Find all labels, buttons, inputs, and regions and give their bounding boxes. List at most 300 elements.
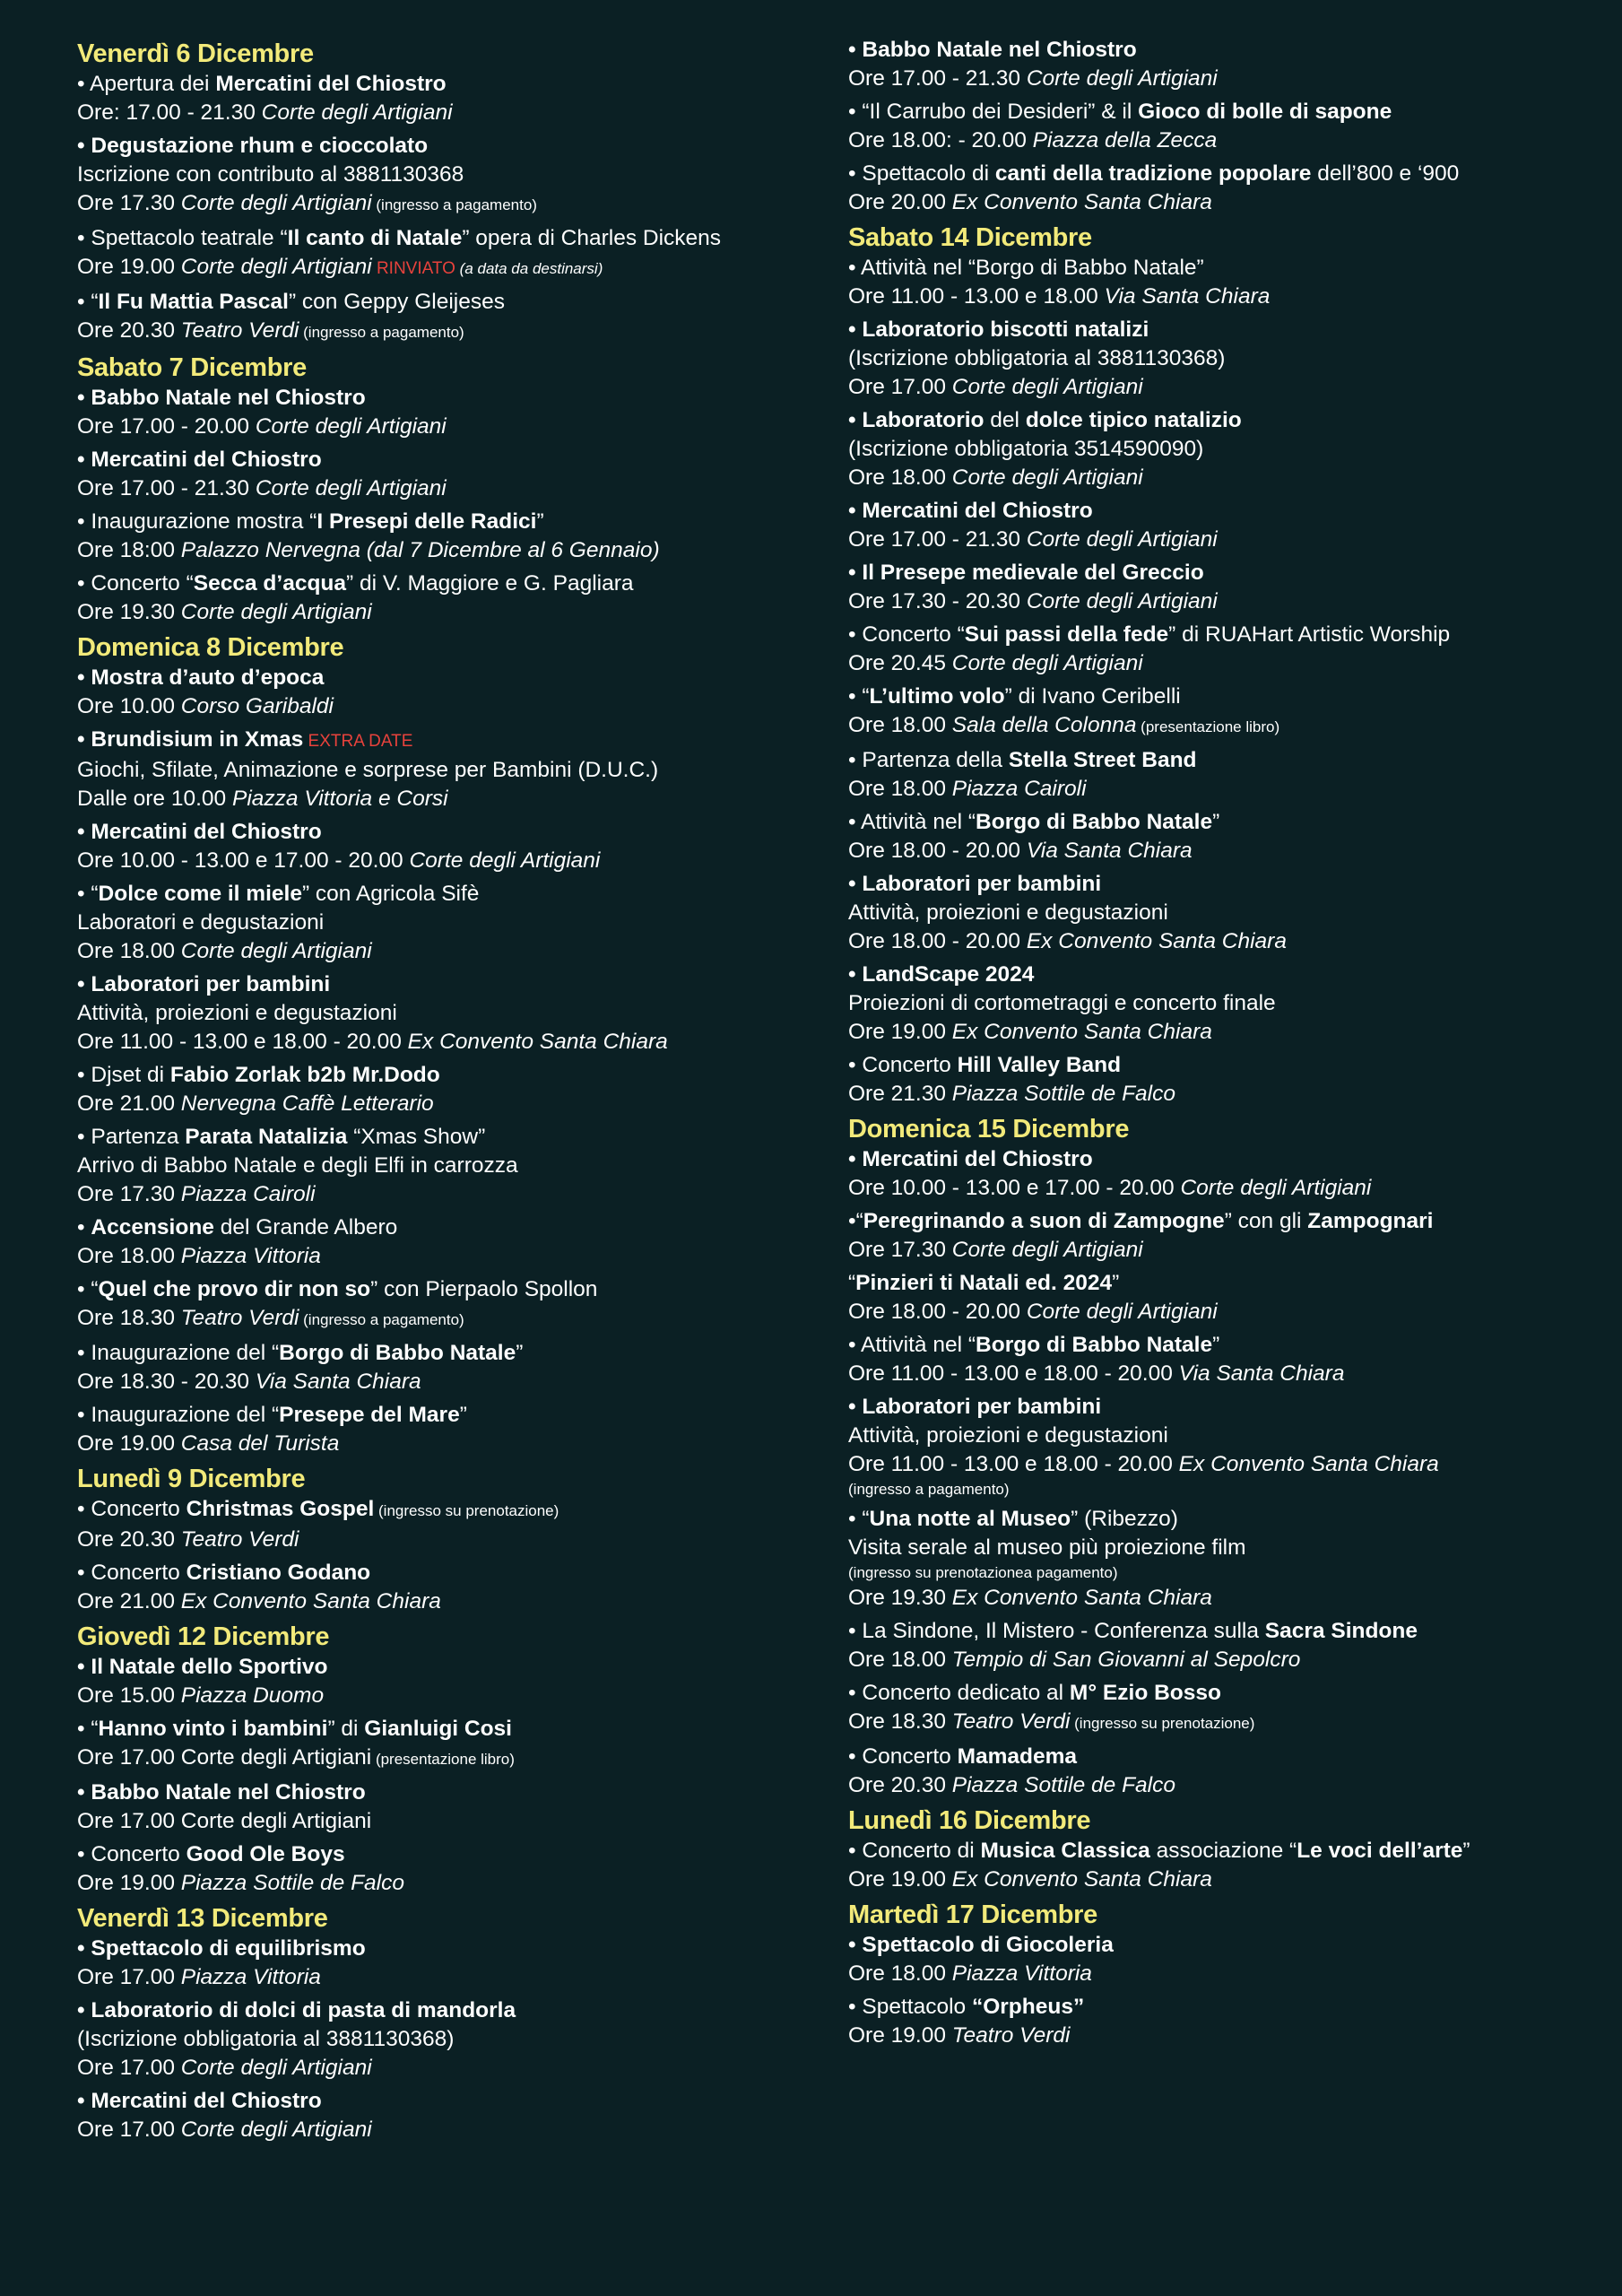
event-line bbox=[848, 870, 1583, 899]
event-item bbox=[77, 508, 830, 565]
event-text: Corte degli Artigiani bbox=[255, 476, 447, 500]
event-line bbox=[848, 126, 1583, 155]
event-text: Ex Convento Santa Chiara bbox=[1026, 929, 1287, 953]
event-text: • Brundisium in Xmas bbox=[77, 727, 304, 752]
event-text: Corte degli Artigiani bbox=[951, 375, 1143, 399]
event-line bbox=[848, 1960, 1583, 1988]
event-line bbox=[848, 1207, 1583, 1236]
event-item bbox=[77, 1275, 830, 1335]
event-text: Ore 19.00 bbox=[77, 1871, 181, 1895]
event-text: Corte degli Artigiani bbox=[951, 651, 1143, 675]
event-text: Corte degli Artigiani bbox=[1026, 589, 1218, 613]
event-text: Proiezioni di cortometraggi e concerto finale bbox=[848, 991, 1276, 1015]
event-item bbox=[848, 1837, 1583, 1894]
event-item bbox=[848, 559, 1583, 616]
event-text: • Mercatini del Chiostro bbox=[848, 499, 1093, 523]
event-line bbox=[77, 1807, 830, 1836]
event-text: • Concerto bbox=[77, 1842, 186, 1866]
event-text: Hanno vinto i bambini bbox=[98, 1717, 328, 1741]
event-text: (Iscrizione obbligatoria al 3881130368) bbox=[77, 2027, 455, 2051]
event-line bbox=[848, 1562, 1583, 1584]
event-line bbox=[77, 570, 830, 598]
event-text: Borgo di Babbo Natale bbox=[976, 810, 1213, 834]
event-text: Il canto di Natale bbox=[287, 226, 463, 250]
event-text: Hill Valley Band bbox=[957, 1053, 1122, 1077]
event-line bbox=[77, 1123, 830, 1152]
event-text: Ore 17.30 - 20.30 bbox=[848, 589, 1027, 613]
event-item bbox=[848, 1617, 1583, 1674]
event-text: Quel che provo dir non so bbox=[98, 1277, 371, 1301]
event-text: • Il Presepe medievale del Greccio bbox=[848, 561, 1204, 585]
event-text: Corte degli Artigiani bbox=[951, 1238, 1143, 1262]
event-line bbox=[848, 283, 1583, 311]
event-text: Ore 10.00 bbox=[77, 694, 181, 718]
event-text: • Spettacolo di bbox=[848, 161, 995, 186]
day-heading: Sabato 7 Dicembre bbox=[77, 353, 307, 382]
day-section bbox=[77, 38, 830, 347]
event-item bbox=[77, 2087, 830, 2144]
event-line bbox=[77, 536, 830, 565]
event-item bbox=[77, 818, 830, 875]
event-line bbox=[77, 598, 830, 627]
event-text: (ingresso a pagamento) bbox=[848, 1481, 1010, 1498]
event-text: ” opera di Charles Dickens bbox=[462, 226, 722, 250]
event-line bbox=[77, 847, 830, 875]
event-line bbox=[848, 1236, 1583, 1265]
event-text: Visita serale al museo più proiezione film bbox=[848, 1535, 1246, 1560]
event-text: • Partenza della bbox=[848, 748, 1009, 772]
event-line bbox=[77, 384, 830, 413]
event-text: • “ bbox=[848, 1507, 870, 1531]
event-text: Corte degli Artigiani bbox=[255, 414, 447, 439]
event-text: Piazza Sottile de Falco bbox=[951, 1082, 1175, 1106]
event-text: Ore 19.30 bbox=[77, 600, 181, 624]
event-line bbox=[848, 559, 1583, 587]
day-section bbox=[77, 1902, 830, 2144]
event-text: Corso Garibaldi bbox=[180, 694, 334, 718]
event-text: Ore 17.00 bbox=[848, 375, 952, 399]
day-section bbox=[848, 36, 1583, 217]
event-line bbox=[848, 1269, 1583, 1298]
event-line bbox=[848, 1051, 1583, 1080]
event-text: • Apertura dei bbox=[77, 72, 216, 96]
event-item bbox=[77, 224, 830, 283]
event-text: Gianluigi Cosi bbox=[364, 1717, 512, 1741]
event-line bbox=[848, 1298, 1583, 1326]
event-text: • Attività nel “ bbox=[848, 810, 976, 834]
event-item bbox=[77, 132, 830, 220]
event-text: Corte degli Artigiani bbox=[180, 2056, 372, 2080]
event-text: • Mercatini del Chiostro bbox=[77, 820, 322, 844]
event-line bbox=[77, 999, 830, 1028]
event-text: Ore 11.00 - 13.00 e 18.00 - 20.00 bbox=[848, 1452, 1179, 1476]
event-text: ” di bbox=[327, 1717, 365, 1741]
event-line bbox=[77, 99, 830, 127]
event-line bbox=[77, 1242, 830, 1271]
event-line bbox=[848, 497, 1583, 526]
event-text: Presepe del Mare bbox=[279, 1403, 460, 1427]
event-line bbox=[77, 413, 830, 441]
event-line bbox=[77, 1715, 830, 1744]
event-line bbox=[77, 1935, 830, 1963]
event-text: • Mercatini del Chiostro bbox=[77, 448, 322, 472]
event-text: Good Ole Boys bbox=[186, 1842, 345, 1866]
event-text: • Laboratori per bambini bbox=[848, 872, 1102, 896]
event-line bbox=[848, 1331, 1583, 1360]
event-line bbox=[77, 132, 830, 161]
event-text: Ore 17.00 bbox=[77, 1965, 181, 1989]
event-text: EXTRA DATE bbox=[303, 732, 413, 751]
day-section bbox=[848, 1899, 1583, 2050]
event-text: Mamadema bbox=[957, 1744, 1078, 1769]
event-text: Ore 19.30 bbox=[848, 1586, 952, 1610]
event-item bbox=[848, 316, 1583, 402]
event-item bbox=[848, 1679, 1583, 1738]
event-text: “ bbox=[848, 1271, 856, 1295]
event-item bbox=[848, 683, 1583, 742]
event-text: • “ bbox=[77, 1277, 99, 1301]
event-text: Ore 18.00 - 20.00 bbox=[848, 1300, 1027, 1324]
event-item bbox=[77, 1213, 830, 1271]
event-line bbox=[848, 927, 1583, 956]
event-text: M° Ezio Bosso bbox=[1069, 1681, 1221, 1705]
event-line bbox=[848, 344, 1583, 373]
event-item bbox=[77, 1061, 830, 1118]
event-text: • Inaugurazione del “ bbox=[77, 1341, 280, 1365]
event-item bbox=[848, 808, 1583, 865]
event-line bbox=[848, 775, 1583, 804]
event-text: • Concerto di bbox=[848, 1839, 981, 1863]
event-text: Ore 18.00 bbox=[77, 1244, 181, 1268]
event-item bbox=[848, 1393, 1583, 1500]
event-text: Ore 17.00 - 21.30 bbox=[77, 476, 256, 500]
event-text: • Concerto bbox=[77, 1561, 186, 1585]
event-item bbox=[848, 1145, 1583, 1203]
event-text: Ore 20.45 bbox=[848, 651, 952, 675]
event-text: Ore 17.00 Corte degli Artigiani bbox=[77, 1809, 372, 1833]
event-line bbox=[77, 1090, 830, 1118]
event-text: Ore 18.30 bbox=[848, 1709, 952, 1734]
event-line bbox=[77, 909, 830, 937]
event-text: Ore 19.00 bbox=[77, 255, 181, 279]
event-item bbox=[77, 384, 830, 441]
event-text: Via Santa Chiara bbox=[1104, 284, 1271, 309]
event-text: Ore 17.00 - 20.00 bbox=[77, 414, 256, 439]
event-line bbox=[848, 649, 1583, 678]
event-line bbox=[77, 1682, 830, 1710]
event-text: Piazza della Zecca bbox=[1032, 128, 1218, 152]
event-line bbox=[77, 1028, 830, 1057]
event-text: Casa del Turista bbox=[180, 1431, 340, 1456]
event-text: (Iscrizione obbligatoria al 3881130368) bbox=[848, 346, 1226, 370]
event-item bbox=[77, 288, 830, 347]
event-item bbox=[848, 621, 1583, 678]
day-section bbox=[848, 222, 1583, 1109]
event-line bbox=[77, 937, 830, 966]
event-text: ” di V. Maggiore e G. Pagliara bbox=[346, 571, 634, 596]
event-line bbox=[848, 989, 1583, 1018]
event-text: Ore 18:00 bbox=[77, 538, 181, 562]
event-text: L’ultimo volo bbox=[869, 684, 1005, 709]
event-text: Iscrizione con contributo al 3881130368 bbox=[77, 162, 464, 187]
event-line bbox=[77, 446, 830, 474]
event-text: • Babbo Natale nel Chiostro bbox=[77, 1780, 366, 1805]
event-line bbox=[848, 1080, 1583, 1109]
event-line bbox=[77, 1061, 830, 1090]
event-text: Le voci dell’arte bbox=[1297, 1839, 1463, 1863]
event-line bbox=[848, 526, 1583, 554]
event-item bbox=[848, 1993, 1583, 2050]
event-item bbox=[77, 1123, 830, 1209]
event-text: Ore 17.00 bbox=[77, 2118, 181, 2142]
event-text: Ore 19.00 bbox=[848, 1020, 952, 1044]
event-line bbox=[77, 1401, 830, 1430]
event-item bbox=[77, 1840, 830, 1898]
event-text: Ex Convento Santa Chiara bbox=[180, 1589, 441, 1613]
event-line bbox=[77, 1526, 830, 1554]
event-text: Stella Street Band bbox=[1008, 748, 1197, 772]
event-text: • Inaugurazione mostra “ bbox=[77, 509, 317, 534]
event-line bbox=[77, 161, 830, 189]
event-text: Accensione bbox=[91, 1215, 214, 1239]
event-line bbox=[848, 1584, 1583, 1613]
event-line bbox=[77, 1653, 830, 1682]
event-text: (presentazione libro) bbox=[371, 1751, 515, 1768]
event-text: • Concerto dedicato al bbox=[848, 1681, 1070, 1705]
event-item bbox=[848, 1269, 1583, 1326]
event-text: Ore 17.30 bbox=[77, 191, 181, 215]
event-line bbox=[848, 464, 1583, 492]
event-text: Ore 18.30 - 20.30 bbox=[77, 1370, 256, 1394]
day-section bbox=[848, 1113, 1583, 1800]
event-item bbox=[77, 880, 830, 966]
event-line bbox=[848, 1708, 1583, 1738]
event-line bbox=[848, 1450, 1583, 1479]
event-text: Via Santa Chiara bbox=[1178, 1361, 1345, 1386]
event-line bbox=[77, 2054, 830, 2083]
event-text: del Grande Albero bbox=[213, 1215, 398, 1239]
event-text: (ingresso a pagamento) bbox=[299, 1311, 464, 1328]
right-column bbox=[848, 36, 1583, 2055]
day-heading: Domenica 8 Dicembre bbox=[77, 633, 344, 662]
day-heading: Lunedì 16 Dicembre bbox=[848, 1806, 1091, 1835]
event-line bbox=[848, 1422, 1583, 1450]
event-text: Ore 17.30 bbox=[848, 1238, 952, 1262]
event-line bbox=[848, 1360, 1583, 1388]
event-text: Giochi, Sfilate, Animazione e sorprese per Bambini (D.U.C.) bbox=[77, 758, 659, 782]
event-text: Ore 11.00 - 13.00 e 18.00 - 20.00 bbox=[848, 1361, 1179, 1386]
event-line bbox=[848, 188, 1583, 217]
event-text: canti della tradizione popolare bbox=[994, 161, 1312, 186]
event-item bbox=[848, 1331, 1583, 1388]
event-line bbox=[77, 508, 830, 536]
event-text: Zampognari bbox=[1307, 1209, 1434, 1233]
event-item bbox=[848, 254, 1583, 311]
event-text: Piazza Sottile de Falco bbox=[951, 1773, 1175, 1797]
event-text: Piazza Vittoria e Corsi bbox=[231, 787, 448, 811]
event-text: • Spettacolo di equilibrismo bbox=[77, 1936, 366, 1961]
event-text: (ingresso su prenotazione) bbox=[1070, 1715, 1255, 1732]
event-text: Ex Convento Santa Chiara bbox=[1178, 1452, 1439, 1476]
event-line bbox=[848, 1993, 1583, 2022]
event-text: • LandScape 2024 bbox=[848, 962, 1035, 987]
event-text: Sui passi della fede bbox=[964, 622, 1169, 647]
event-item bbox=[848, 1743, 1583, 1800]
event-text: (ingresso su prenotazionea pagamento) bbox=[848, 1564, 1118, 1581]
day-heading: Domenica 15 Dicembre bbox=[848, 1115, 1130, 1144]
event-item bbox=[77, 1653, 830, 1710]
event-text: (a data da destinarsi) bbox=[455, 260, 603, 277]
event-line bbox=[77, 726, 830, 756]
event-text: • Concerto bbox=[848, 1053, 958, 1077]
event-text: • “ bbox=[77, 290, 99, 314]
event-line bbox=[77, 1744, 830, 1774]
event-line bbox=[848, 899, 1583, 927]
event-item bbox=[77, 1495, 830, 1554]
event-item bbox=[77, 70, 830, 127]
event-text: Borgo di Babbo Natale bbox=[976, 1333, 1213, 1357]
event-line bbox=[77, 1430, 830, 1458]
event-line bbox=[77, 1840, 830, 1869]
event-line bbox=[77, 474, 830, 503]
event-text: Piazza Cairoli bbox=[180, 1182, 316, 1206]
event-text: • Attività nel “Borgo di Babbo Natale” bbox=[848, 256, 1204, 280]
event-text: • Babbo Natale nel Chiostro bbox=[848, 38, 1137, 62]
event-text: • Mostra d’auto d’epoca bbox=[77, 665, 325, 690]
event-text: Gioco di bolle di sapone bbox=[1138, 100, 1392, 124]
event-text: Piazza Duomo bbox=[180, 1683, 325, 1708]
left-column bbox=[77, 36, 830, 2149]
event-item bbox=[77, 1935, 830, 1992]
event-text: Ore 18.00 - 20.00 bbox=[848, 929, 1027, 953]
event-text: Corte degli Artigiani bbox=[1026, 527, 1218, 552]
event-line bbox=[77, 317, 830, 347]
event-line bbox=[848, 746, 1583, 775]
event-text: “Orpheus” bbox=[971, 1995, 1085, 2019]
event-line bbox=[848, 435, 1583, 464]
event-text: Dolce come il miele bbox=[98, 882, 302, 906]
event-text: Teatro Verdi bbox=[180, 1306, 299, 1330]
event-line bbox=[848, 160, 1583, 188]
event-text: • Concerto “ bbox=[848, 622, 965, 647]
event-text: Corte degli Artigiani bbox=[1026, 1300, 1218, 1324]
event-text: Nervegna Caffè Letterario bbox=[180, 1091, 434, 1116]
event-line bbox=[848, 1771, 1583, 1800]
event-line bbox=[848, 1534, 1583, 1562]
event-text: Ore 20.30 bbox=[848, 1773, 952, 1797]
event-line bbox=[77, 818, 830, 847]
event-line bbox=[848, 1866, 1583, 1894]
event-text: Ore 18.00 bbox=[848, 1961, 952, 1986]
event-text: Corte degli Artigiani bbox=[180, 191, 372, 215]
event-text: del bbox=[984, 408, 1026, 432]
event-line bbox=[848, 2022, 1583, 2050]
event-text: Palazzo Nervegna (dal 7 Dicembre al 6 Gennaio) bbox=[180, 538, 660, 562]
event-text: Ore 20.30 bbox=[77, 1527, 181, 1552]
event-text: dell’800 e ‘900 bbox=[1311, 161, 1460, 186]
event-text: Corte degli Artigiani bbox=[180, 255, 372, 279]
event-item bbox=[77, 970, 830, 1057]
event-text: Teatro Verdi bbox=[951, 2023, 1071, 2048]
event-text: Corte degli Artigiani bbox=[1026, 66, 1218, 91]
event-line bbox=[848, 1679, 1583, 1708]
event-line bbox=[77, 189, 830, 220]
event-line bbox=[848, 98, 1583, 126]
event-item bbox=[848, 1931, 1583, 1988]
event-text: Ore 17.00 - 21.30 bbox=[848, 527, 1027, 552]
event-text: Fabio Zorlak b2b Mr.Dodo bbox=[169, 1063, 440, 1087]
event-line bbox=[848, 1743, 1583, 1771]
event-text: Ore 21.00 bbox=[77, 1589, 181, 1613]
event-text: Ex Convento Santa Chiara bbox=[951, 1867, 1212, 1892]
event-text: associazione “ bbox=[1149, 1839, 1297, 1863]
day-heading: Lunedì 9 Dicembre bbox=[77, 1465, 306, 1493]
event-item bbox=[77, 1715, 830, 1774]
event-item bbox=[848, 1505, 1583, 1613]
event-line bbox=[77, 1587, 830, 1616]
event-item bbox=[77, 1401, 830, 1458]
event-text: Ore 19.00 bbox=[77, 1431, 181, 1456]
event-text: I Presepi delle Radici bbox=[317, 509, 537, 534]
event-text: Piazza Sottile de Falco bbox=[180, 1871, 404, 1895]
event-text: Piazza Vittoria bbox=[180, 1244, 321, 1268]
event-text: Ore 17.30 bbox=[77, 1182, 181, 1206]
event-text: Dalle ore 10.00 bbox=[77, 787, 232, 811]
day-section bbox=[77, 1621, 830, 1898]
event-line bbox=[848, 683, 1583, 711]
event-text: Borgo di Babbo Natale bbox=[279, 1341, 516, 1365]
day-heading: Venerdì 6 Dicembre bbox=[77, 39, 314, 68]
event-text: • Laboratori per bambini bbox=[848, 1395, 1102, 1419]
event-line bbox=[77, 1495, 830, 1526]
event-text: • “Il Carrubo dei Desideri” & il bbox=[848, 100, 1139, 124]
event-text: Ore 18.00 bbox=[848, 465, 952, 490]
event-line bbox=[77, 1779, 830, 1807]
event-text: dolce tipico natalizio bbox=[1025, 408, 1242, 432]
event-text: Peregrinando a suon di Zampogne bbox=[863, 1209, 1225, 1233]
event-item bbox=[848, 160, 1583, 217]
event-text: Teatro Verdi bbox=[951, 1709, 1071, 1734]
event-line bbox=[77, 692, 830, 721]
event-text: (ingresso su prenotazione) bbox=[374, 1502, 559, 1519]
event-text: Ore 19.00 bbox=[848, 2023, 952, 2048]
event-text: Corte degli Artigiani bbox=[180, 939, 372, 963]
event-text: • Inaugurazione del “ bbox=[77, 1403, 280, 1427]
event-line bbox=[77, 253, 830, 283]
event-text: (ingresso a pagamento) bbox=[371, 196, 537, 213]
event-text: Corte degli Artigiani bbox=[180, 600, 372, 624]
event-text: Secca d’acqua bbox=[193, 571, 346, 596]
event-item bbox=[848, 746, 1583, 804]
event-text: Ore 11.00 - 13.00 e 18.00 bbox=[848, 284, 1105, 309]
event-line bbox=[77, 2087, 830, 2116]
event-item bbox=[77, 726, 830, 813]
event-text: Ore 17.00 Corte degli Artigiani bbox=[77, 1745, 372, 1770]
event-line bbox=[77, 785, 830, 813]
event-text: Ore 11.00 - 13.00 e 18.00 - 20.00 bbox=[77, 1030, 408, 1054]
event-text: ” bbox=[1462, 1839, 1470, 1863]
event-text: • Laboratorio biscotti natalizi bbox=[848, 317, 1149, 342]
event-text: Ore 20.30 bbox=[77, 318, 181, 343]
event-item bbox=[848, 1051, 1583, 1109]
event-line bbox=[848, 808, 1583, 837]
event-text: Ore 17.00 bbox=[77, 2056, 181, 2080]
event-line bbox=[77, 2025, 830, 2054]
event-text: Mercatini del Chiostro bbox=[215, 72, 447, 96]
event-item bbox=[77, 446, 830, 503]
event-text: Ore 15.00 bbox=[77, 1683, 181, 1708]
event-text: Corte degli Artigiani bbox=[951, 465, 1143, 490]
